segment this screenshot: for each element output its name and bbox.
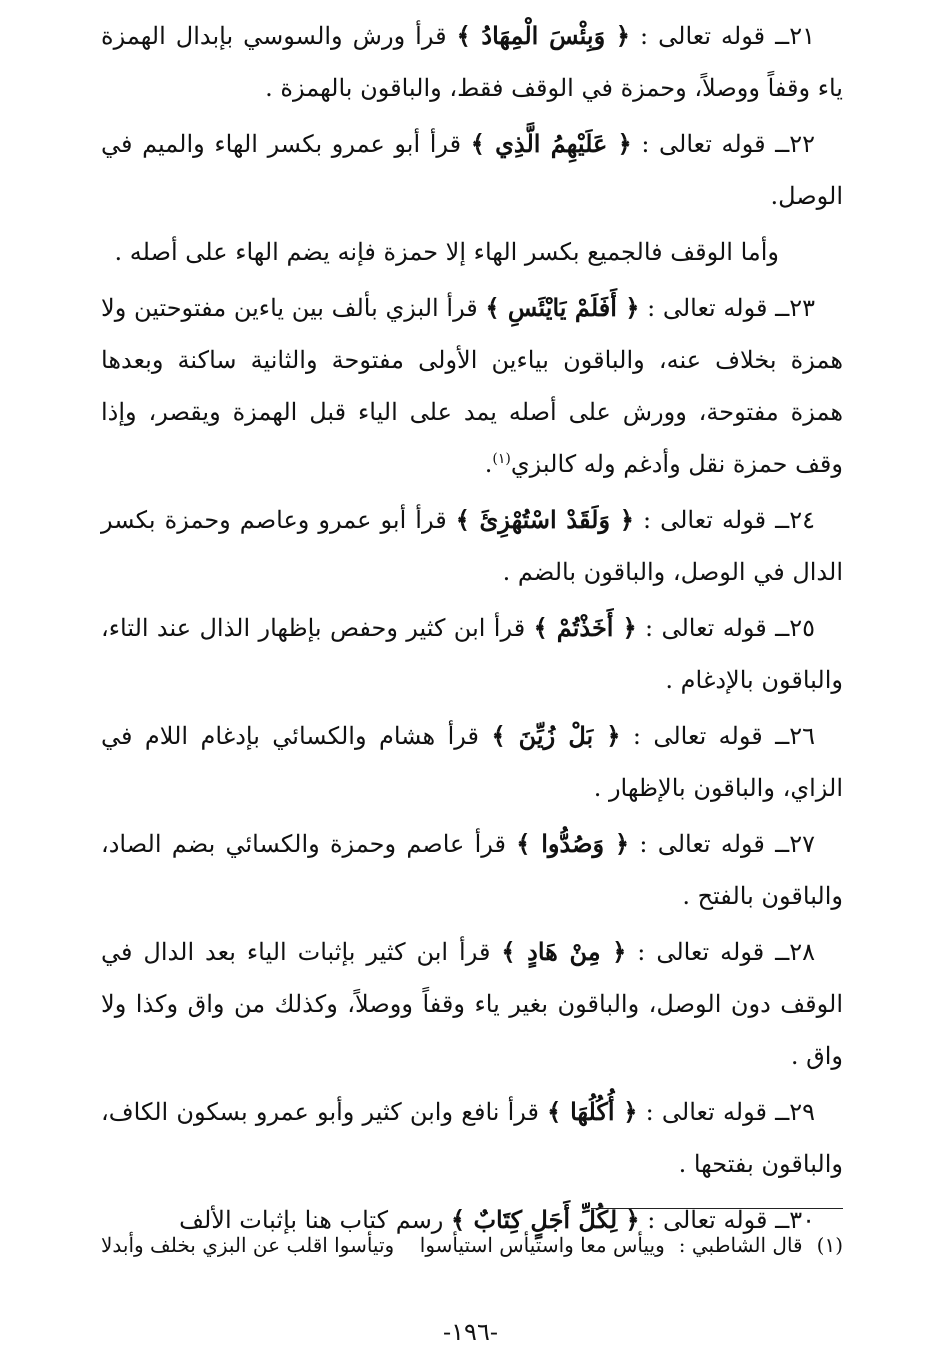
entry-number: ٢٤ــ <box>775 506 815 534</box>
quran-word: ﴿ وَصُدُّوا ﴾ <box>516 829 630 858</box>
entry-number: ٢٦ــ <box>775 722 816 750</box>
entry-26 <box>101 710 843 814</box>
entry-text: قرأ ابن كثير وحفص بإظهار الذال عند التاء، والباقون بالإدغام . <box>101 614 843 694</box>
footnote-intro: قال الشاطبي : <box>678 1233 803 1257</box>
entry-lead: قوله تعالى : <box>640 22 766 50</box>
quran-word: ﴿ مِنْ هَادٍ ﴾ <box>501 937 627 966</box>
footnote-marker: (١) <box>816 1233 843 1257</box>
quran-word: ﴿ لِكُلِّ أَجَلٍ كِتَابٌ ﴾ <box>451 1205 640 1234</box>
entry-lead: قوله تعالى : <box>641 130 766 158</box>
entry-lead: قوله تعالى : <box>639 830 765 858</box>
quran-word: ﴿ أُكُلُهَا ﴾ <box>547 1097 638 1126</box>
entry-24 <box>101 494 843 598</box>
entry-text: قرأ أبو عمرو وعاصم وحمزة بكسر الدال في الوصل، والباقون بالضم . <box>101 506 843 586</box>
quran-word: ﴿ وَبِئْسَ الْمِهَادُ ﴾ <box>456 21 630 50</box>
entry-lead: قوله تعالى : <box>647 294 768 322</box>
entry-lead: قوله تعالى : <box>647 1206 768 1234</box>
entry-lead: قوله تعالى : <box>642 506 767 534</box>
entry-21 <box>101 10 843 114</box>
footnote-ref: (١) <box>492 451 511 467</box>
entry-number: ٣٠ــ <box>775 1206 815 1234</box>
entry-text: قرأ أبو عمرو بكسر الهاء والميم في الوصل. <box>101 130 843 210</box>
entry-number: ٢٨ــ <box>775 938 815 966</box>
page-number: -١٩٦- <box>443 1318 498 1346</box>
entry-text: قرأ ورش والسوسي بإبدال الهمزة ياء وقفاً ووصلاً، وحمزة في الوقف فقط، والباقون بالهمزة . <box>101 22 843 102</box>
entry-28 <box>101 926 843 1082</box>
footnote-verse-second: وتيأسوا اقلب عن البزي بخلف وأبدلا <box>101 1233 395 1257</box>
entry-number: ٢٧ــ <box>775 830 815 858</box>
quran-word: ﴿ عَلَيْهِمُ الَّذِي ﴾ <box>470 129 632 158</box>
entry-text: قرأ البزي بألف بين ياءين مفتوحتين ولا همزة بخلاف عنه، والباقون بياءين الأولى مفتوحة والثانية ساكنة وبعدها همزة مفتوحة، وورش على أصله يمد على الياء قبل الهمزة ويقصر، وإذا وقف حمزة نقل وأدغم وله كالبزي <box>101 294 843 478</box>
entry-lead: قوله تعالى : <box>637 938 765 966</box>
entry-lead: قوله تعالى : <box>645 1098 767 1126</box>
quran-word: ﴿ وَلَقَدْ اسْتُهْزِئَ ﴾ <box>455 505 634 534</box>
entry-text: قرأ نافع وابن كثير وأبو عمرو بسكون الكاف، والباقون بفتحها . <box>101 1098 843 1178</box>
entry-text: قرأ ابن كثير بإثبات الياء بعد الدال في الوقف دون الوصل، والباقون بغير ياء وقفاً ووصلاً، وكذلك من واق وكذا ولا واق . <box>101 938 843 1070</box>
entry-22 <box>101 118 843 222</box>
footnote-first-half <box>420 1226 843 1264</box>
footnote-divider <box>591 1208 843 1209</box>
entry-text: قرأ عاصم وحمزة والكسائي بضم الصاد، والباقون بالفتح . <box>101 830 843 910</box>
quran-word: ﴿ أَخَذْتُمْ ﴾ <box>533 613 637 642</box>
entry-number: ٢٩ــ <box>775 1098 816 1126</box>
page-body <box>101 10 843 1250</box>
entry-text: رسم كتاب هنا بإثبات الألف <box>179 1206 444 1234</box>
entry-tail: . <box>484 450 493 478</box>
quran-word: ﴿ بَلْ زُيِّنَ ﴾ <box>491 721 621 750</box>
entry-number: ٢٣ــ <box>775 294 815 322</box>
entry-number: ٢٢ــ <box>775 130 816 158</box>
entry-25 <box>101 602 843 706</box>
waqf-note: وأما الوقف فالجميع بكسر الهاء إلا حمزة فإنه يضم الهاء على أصله . <box>114 238 779 266</box>
entry-23 <box>101 282 843 490</box>
footnote-verse-first: وييأس معا واستيأس استيأسوا <box>419 1233 665 1257</box>
entry-lead: قوله تعالى : <box>645 614 767 642</box>
footnote <box>101 1226 843 1264</box>
entry-29 <box>101 1086 843 1190</box>
entry-number: ٢١ــ <box>775 22 815 50</box>
entry-text: قرأ هشام والكسائي بإدغام اللام في الزاي، والباقون بالإظهار . <box>101 722 843 802</box>
entry-number: ٢٥ــ <box>775 614 815 642</box>
entry-27 <box>101 818 843 922</box>
quran-word: ﴿ أَفَلَمْ يَايْئَسِ ﴾ <box>485 293 640 322</box>
entry-lead: قوله تعالى : <box>632 722 763 750</box>
